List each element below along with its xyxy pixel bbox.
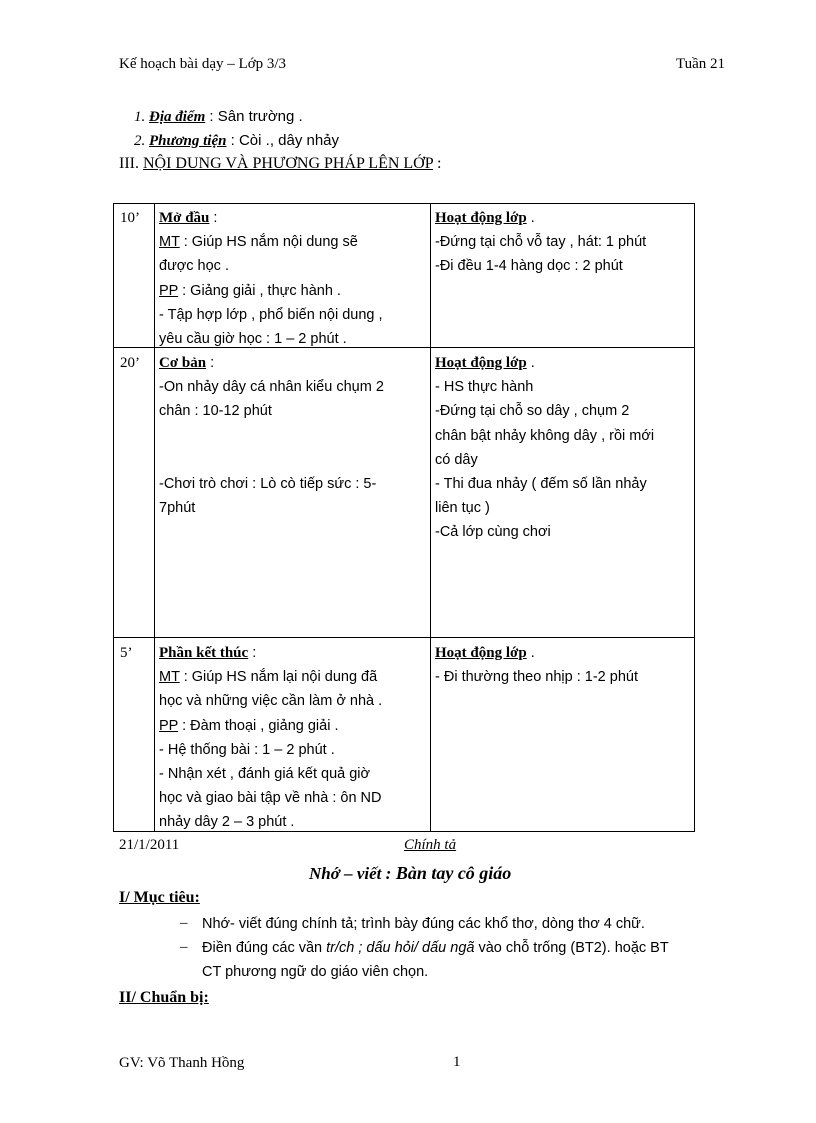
content-line: nhảy dây 2 – 3 phút . [159, 814, 295, 831]
activity-line: - HS thực hành [435, 379, 534, 396]
content-line: PP : Đàm thoại , giảng giải . [159, 717, 339, 734]
prep-item-equipment [134, 132, 339, 150]
prep-item-text: : Sân trường . [205, 108, 303, 125]
activity-title: Hoạt động lớp [435, 355, 527, 371]
content-line: học và giao bài tập về nhà : ôn ND [159, 790, 382, 807]
prep-item-text: : Còi ., dây nhảy [226, 132, 340, 149]
content-cell [159, 351, 384, 520]
activity-line: - Đi thường theo nhịp : 1-2 phút [435, 669, 638, 686]
activity-line: -Đi đều 1-4 hàng dọc : 2 phút [435, 258, 623, 275]
prep-item-label: Phương tiện [149, 133, 227, 149]
page-header-left: Kế hoạch bài dạy – Lớp 3/3 [119, 56, 287, 72]
time-cell: 5’ [120, 645, 133, 661]
content-line: -On nhảy dây cá nhân kiểu chụm 2 [159, 379, 384, 396]
objectives-heading: I/ Mục tiêu: [119, 889, 200, 906]
activity-line: liên tục ) [435, 500, 490, 517]
activity-title-line: Hoạt động lớp . [435, 355, 535, 371]
activity-line: - Thi đua nhảy ( đếm số lần nhảy [435, 476, 647, 493]
content-line: PP : Giảng giải , thực hành . [159, 282, 341, 299]
activity-title-line: Hoạt động lớp . [435, 645, 535, 661]
activity-line: chân bật nhảy không dây , rồi mới [435, 427, 655, 444]
content-cell [159, 641, 382, 835]
content-line: -Chơi trò chơi : Lò cò tiếp sức : 5- [159, 475, 377, 492]
table-divider [430, 204, 431, 831]
content-title-line: Cơ bản : [159, 355, 215, 371]
content-title-line: Mở đầu : [159, 210, 218, 226]
activity-title: Hoạt động lớp [435, 210, 527, 226]
table-divider [114, 637, 694, 638]
prep-item-num: 1. [134, 109, 146, 125]
page-header-right: Tuần 21 [676, 56, 726, 72]
content-line [159, 424, 384, 448]
content-line: - Hệ thống bài : 1 – 2 phút . [159, 741, 335, 758]
objective-item-continued: CT phương ngữ do giáo viên chọn. [202, 964, 429, 980]
content-line: MT : Giúp HS nắm lại nội dung đã [159, 669, 378, 686]
lesson-title-name: Bàn tay cô giáo [391, 863, 512, 883]
content-line: chân : 10-12 phút [159, 403, 272, 420]
content-title: Phần kết thúc [159, 645, 249, 661]
content-line: 7phút [159, 500, 196, 517]
time-cell: 20’ [120, 355, 140, 371]
content-line: - Nhận xét , đánh giá kết quả giờ [159, 766, 371, 783]
lesson-title-mode: Nhớ – viết : [309, 864, 392, 883]
objective-item: Nhớ- viết đúng chính tả; trình bày đúng các khổ thơ, dòng thơ 4 chữ. [202, 916, 645, 932]
lesson-plan-table [113, 203, 695, 832]
activity-line: -Cả lớp cùng chơi [435, 524, 551, 541]
activity-title: Hoạt động lớp [435, 645, 527, 661]
activity-title-line: Hoạt động lớp . [435, 210, 535, 226]
lesson-subject: Chính tả [404, 837, 457, 853]
content-cell [159, 206, 383, 351]
content-title: Cơ bản [159, 355, 207, 371]
lesson-date: 21/1/2011 [119, 837, 180, 853]
content-line: học và những việc cần làm ở nhà . [159, 693, 383, 710]
page-number: 1 [453, 1054, 461, 1070]
activity-line: -Đứng tại chỗ so dây , chụm 2 [435, 403, 630, 420]
prep-item-location [134, 108, 303, 126]
section-heading [119, 155, 442, 173]
content-title-line: Phần kết thúc : [159, 645, 257, 661]
activity-cell [435, 206, 646, 279]
content-line [159, 448, 384, 472]
section-suffix: : [433, 155, 442, 172]
content-line: được học . [159, 258, 229, 275]
list-bullet: – [180, 939, 188, 955]
lesson-title [309, 863, 511, 884]
objective-item: Điền đúng các vần tr/ch ; dấu hỏi/ dấu ngã vào chỗ trống (BT2). hoặc BT [202, 940, 669, 956]
activity-line: -Đứng tại chỗ vỗ tay , hát: 1 phút [435, 234, 647, 251]
preparation-heading: II/ Chuẩn bị: [119, 989, 209, 1006]
section-prefix: III. [119, 155, 143, 172]
activity-cell [435, 641, 638, 689]
content-line: - Tập hợp lớp , phổ biến nội dung , [159, 306, 383, 323]
footer-teacher: GV: Võ Thanh Hồng [119, 1055, 245, 1071]
activity-line: có dây [435, 451, 478, 468]
activity-cell [435, 351, 654, 545]
list-bullet: – [180, 915, 188, 931]
content-line: yêu cầu giờ học : 1 – 2 phút . [159, 331, 347, 348]
content-title: Mở đầu [159, 210, 210, 226]
time-cell: 10’ [120, 210, 140, 226]
section-title: NỘI DUNG VÀ PHƯƠNG PHÁP LÊN LỚP [142, 155, 434, 172]
table-divider [154, 204, 155, 831]
prep-item-num: 2. [134, 133, 146, 149]
content-line: MT : Giúp HS nắm nội dung sẽ [159, 234, 358, 251]
prep-item-label: Địa điểm [149, 109, 206, 125]
